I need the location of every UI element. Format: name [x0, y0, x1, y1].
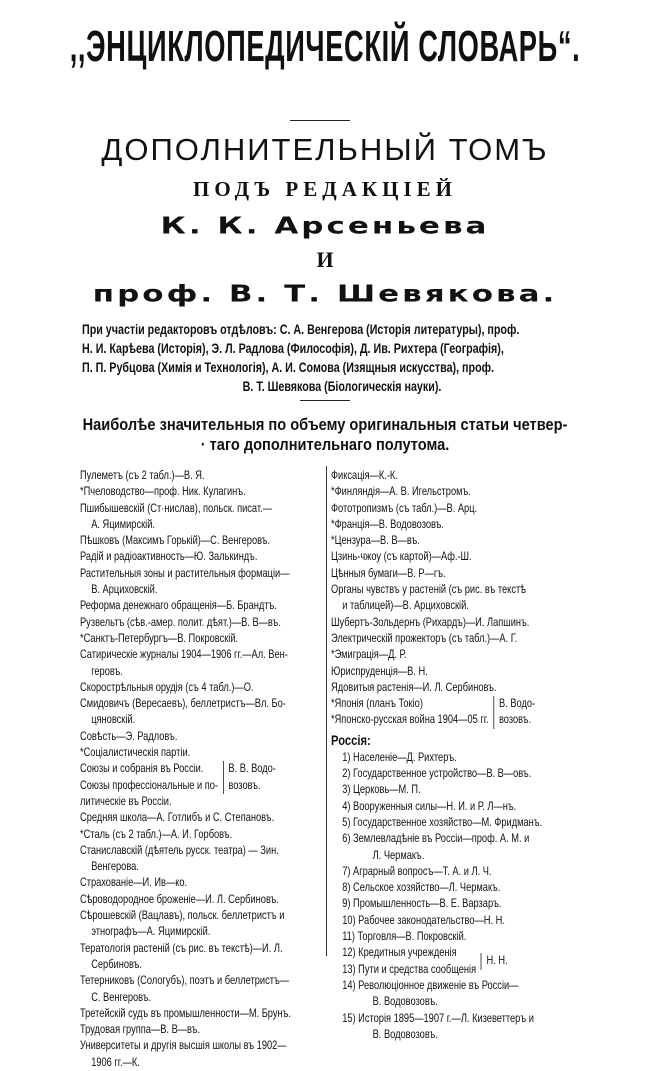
author-line: возовъ. [498, 713, 532, 727]
group-author [493, 696, 535, 729]
divider [290, 120, 350, 121]
list-item [342, 896, 595, 912]
list-item [342, 799, 595, 815]
entry-line: литическіе въ Россіи. [80, 794, 172, 808]
list-item [342, 978, 595, 1011]
entry-line: 12) Кредитныя учрежденія [342, 946, 457, 960]
russia-list [331, 750, 595, 1043]
list-item [80, 468, 320, 484]
list-item [342, 880, 595, 896]
entry-line: *Финляндія—А. В. Игельстромъ. [331, 485, 471, 499]
list-item [331, 517, 595, 533]
section-heading [0, 415, 650, 455]
entry-line: 1) Населеніе—Д. Рихтеръ. [342, 750, 457, 764]
right-column [331, 468, 595, 1043]
list-item [80, 615, 320, 631]
entry-line: *Цензура—В. В—въ. [331, 534, 420, 548]
entry-line: 3) Церковь—М. П. [342, 783, 421, 797]
entry-line: 13) Пути и средства сообщенія [342, 962, 477, 976]
entry-line: В. Арциховскій. [91, 583, 158, 597]
entry-line: А. Яцимирскій. [91, 517, 155, 531]
list-item [80, 631, 320, 647]
list-item [342, 913, 595, 929]
group-items [331, 696, 489, 729]
page-title: ,,ЭНЦИКЛОПЕДИЧЕСКІЙ СЛОВАРЬ“. [69, 22, 581, 71]
contributors [82, 320, 602, 396]
list-item [331, 582, 595, 615]
entry-line: *Санктъ-Петербургъ—В. Покровскій. [80, 631, 239, 645]
entry-line: и таблицей)—В. Арциховскій. [342, 599, 469, 613]
divider [300, 400, 350, 401]
entry-line: Университеты и другія высшія школы въ 1902— [80, 1039, 287, 1053]
entry-line: Скорострѣльныя орудія (съ 4 табл.)—О. [80, 680, 254, 694]
entry-line: Пѣшковъ (Максимъ Горькій)—С. Венгеровъ. [80, 534, 271, 548]
list-item [80, 549, 320, 565]
list-item [80, 973, 320, 1006]
list-item [80, 1022, 320, 1038]
list-item [331, 501, 595, 517]
entry-line: Союзы и собранія въ Россіи. [80, 762, 204, 776]
entry-line: Электрическій прожекторъ (съ табл.)—А. Г. [331, 631, 518, 645]
entry-line: *Сталь (съ 2 табл.)—А. И. Горбовъ. [80, 827, 233, 841]
entry-line: *Франція—В. Водовозовъ. [331, 517, 444, 531]
entry-line: Пшибышевскій (Ст·нислав), польск. писат.— [80, 501, 272, 515]
list-item [80, 827, 320, 843]
entry-line: Ядовитыя растенія—И. Л. Сербиновъ. [331, 680, 497, 694]
contributors-line: Н. И. Карѣева (Исторія), Э. Л. Радлова (Философія), Д. Ив. Рихтера (Географія), [82, 341, 504, 356]
entry-line: Л. Чермакъ. [372, 848, 425, 862]
list-item [331, 468, 595, 484]
list-item [80, 566, 320, 599]
entry-line: *Японія (планъ Токіо) [331, 697, 423, 711]
list-item [331, 631, 595, 647]
entry-line: геровъ. [91, 664, 123, 678]
list-item [80, 680, 320, 696]
list-item [80, 843, 320, 876]
entry-line: 2) Государственное устройство—В. В—овъ. [342, 767, 532, 781]
column-divider [326, 466, 327, 956]
entry-line: Цзинь-чжоу (съ картой)—Аф.-Ш. [331, 550, 472, 564]
grouped-entries [80, 745, 320, 810]
list-item [342, 815, 595, 831]
entry-line: Смидовичъ (Вересаевъ), беллетристъ—Вл. Бо- [80, 697, 286, 711]
list-item [80, 810, 320, 826]
author-line: возовъ. [228, 778, 261, 792]
list-item [80, 598, 320, 614]
contributors-line: В. Т. Шевякова (Біологическія науки). [242, 379, 442, 394]
list-item [342, 864, 595, 880]
grouped-entries [331, 696, 595, 729]
entry-line: 14) Революціонное движеніе въ Россіи— [342, 978, 519, 992]
entry-line: *Соціалистическія партіи. [80, 746, 191, 760]
entry-line: Сербиновъ. [91, 957, 142, 971]
entry-line: этнографъ—А. Яцимирскій. [91, 925, 211, 939]
heading-line: Наиболѣе значительныя по объему оригинальныя статьи четвер- [82, 415, 568, 434]
entry-line: *Эмиграція—Д. Р. [331, 648, 407, 662]
list-item [80, 729, 320, 745]
list-item [80, 533, 320, 549]
volume-title: ДОПОЛНИТЕЛЬНЫЙ ТОМЪ [101, 132, 549, 167]
list-item [342, 929, 595, 945]
entry-line: С. Венгеровъ. [91, 990, 152, 1004]
entry-line: В. Водовозовъ. [372, 995, 438, 1009]
list-item [80, 1006, 320, 1022]
editor-2: проф. В. Т. Шевякова. [92, 280, 558, 308]
list-item [331, 615, 595, 631]
entry-line: Реформа денежнаго обращенія—Б. Брандтъ. [80, 599, 277, 613]
list-item [80, 647, 320, 680]
list-item [342, 1011, 595, 1044]
author-line: Н. Н. [486, 954, 508, 968]
list-item [331, 680, 595, 696]
entry-line: Средняя школа—А. Готлибъ и С. Степановъ. [80, 811, 275, 825]
russia-heading: Россія: [331, 731, 371, 748]
group-items [342, 945, 476, 978]
author-line: В. В. Водо- [228, 762, 276, 776]
group-items [80, 745, 218, 810]
list-item [331, 664, 595, 680]
entry-line: 1906 гг.—К. [91, 1055, 140, 1069]
entry-line: Растительныя зоны и растительныя формаціи— [80, 566, 290, 580]
entry-line: Венгерова. [91, 860, 139, 874]
group-author [223, 761, 276, 794]
left-column [80, 468, 320, 1071]
grouped-entries [342, 945, 595, 978]
entry-line: Сатирическіе журналы 1904—1906 гг.—Ал. Вен- [80, 648, 288, 662]
entry-line: Цѣнныя бумаги—В. Р—гъ. [331, 566, 446, 580]
list-item [331, 647, 595, 663]
editor-1: К. К. Арсеньева [160, 212, 490, 240]
entry-line: Фототропизмъ (съ табл.)—В. Арц. [331, 501, 478, 515]
list-item [342, 750, 595, 766]
list-item [331, 566, 595, 582]
entry-line: Юриспруденція—В. Н. [331, 664, 428, 678]
entry-line: 10) Рабочее законодательство—Н. Н. [342, 913, 505, 927]
list-item [80, 875, 320, 891]
entry-line: цяновскій. [91, 713, 136, 727]
list-item [80, 941, 320, 974]
entry-line: Органы чувствъ у растеній (съ рис. въ текстѣ [331, 583, 526, 597]
entry-line: 11) Торговля—В. Покровскій. [342, 930, 467, 944]
entry-line: Радій и радіоактивность—Ю. Залькиндъ. [80, 550, 258, 564]
entry-line: Станиславскій (дѣятель русск. театра) — Зин. [80, 843, 279, 857]
list-item [342, 766, 595, 782]
entry-line: Трудовая группа—В. В—въ. [80, 1023, 201, 1037]
contributors-line: При участіи редакторовъ отдѣловъ: С. А. Венгерова (Исторія литературы), проф. [82, 322, 520, 337]
entry-line: В. Водовозовъ. [372, 1027, 438, 1041]
list-item [80, 892, 320, 908]
author-line: В. Водо- [498, 697, 536, 711]
group-author [481, 953, 508, 969]
entry-line: 4) Вооруженныя силы—Н. И. и Р. Л—нъ. [342, 799, 517, 813]
entry-line: Сѣрошевскій (Вацлавъ), польск. беллетристъ и [80, 909, 285, 923]
conjunction: И [316, 247, 334, 272]
entry-line: Союзы профессіональные и по- [80, 778, 219, 792]
entry-line: Пулеметъ (съ 2 табл.)—В. Я. [80, 469, 205, 482]
list-item [331, 484, 595, 500]
entry-line: *Японско-русская война 1904—05 гг. [331, 713, 489, 727]
entry-line: 6) Землевладѣніе въ Россіи—проф. А. М. и [342, 832, 530, 846]
contributors-line: П. П. Рубцова (Химія и Технологія), А. И. Сомова (Изящныя искусства), проф. [82, 360, 494, 375]
list-item [80, 484, 320, 500]
list-item [80, 1038, 320, 1071]
entry-line: Фиксація—К.-К. [331, 469, 398, 482]
entry-line: *Пчеловодство—проф. Ник. Кулагинъ. [80, 485, 246, 499]
entry-line: Страхованіе—И. Ив—ко. [80, 876, 188, 890]
entry-line: Третейскій судъ въ промышленности—М. Брунъ. [80, 1006, 291, 1020]
list-item [331, 533, 595, 549]
entry-line: Рузвельтъ (сѣв.-амер. полит. дѣят.)—В. В—въ. [80, 615, 281, 629]
entry-line: Тетерниковъ (Сологубъ), поэтъ и беллетристъ— [80, 974, 290, 988]
list-item [80, 908, 320, 941]
entry-line: Шубертъ-Зольдернъ (Рихардъ)—И. Лапшинъ. [331, 615, 530, 629]
entry-line: Тератологія растеній (съ рис. въ текстѣ)—И. Л. [80, 941, 283, 955]
edited-by: ПОДЪ РЕДАКЦІЕЙ [193, 177, 457, 201]
entry-line: 7) Аграрный вопросъ—Т. А. и Л. Ч. [342, 864, 492, 878]
list-item [80, 501, 320, 534]
list-item [342, 831, 595, 864]
list-item [331, 549, 595, 565]
entry-line: Сѣроводородное броженіе—И. Л. Сербиновъ. [80, 892, 279, 906]
entry-line: 5) Государственное хозяйство—М. Фридманъ. [342, 815, 543, 829]
entry-line: 8) Сельское хозяйство—Л. Чермакъ. [342, 881, 501, 895]
heading-line: · таго дополнительнаго полутома. [200, 435, 450, 454]
entry-line: 9) Промышленность—В. Е. Варзаръ. [342, 897, 502, 911]
entry-line: 15) Исторія 1895—1907 г.—Л. Кизеветтеръ и [342, 1011, 534, 1025]
list-item [342, 782, 595, 798]
list-item [80, 696, 320, 729]
entry-line: Совѣсть—Э. Радловъ. [80, 729, 178, 743]
